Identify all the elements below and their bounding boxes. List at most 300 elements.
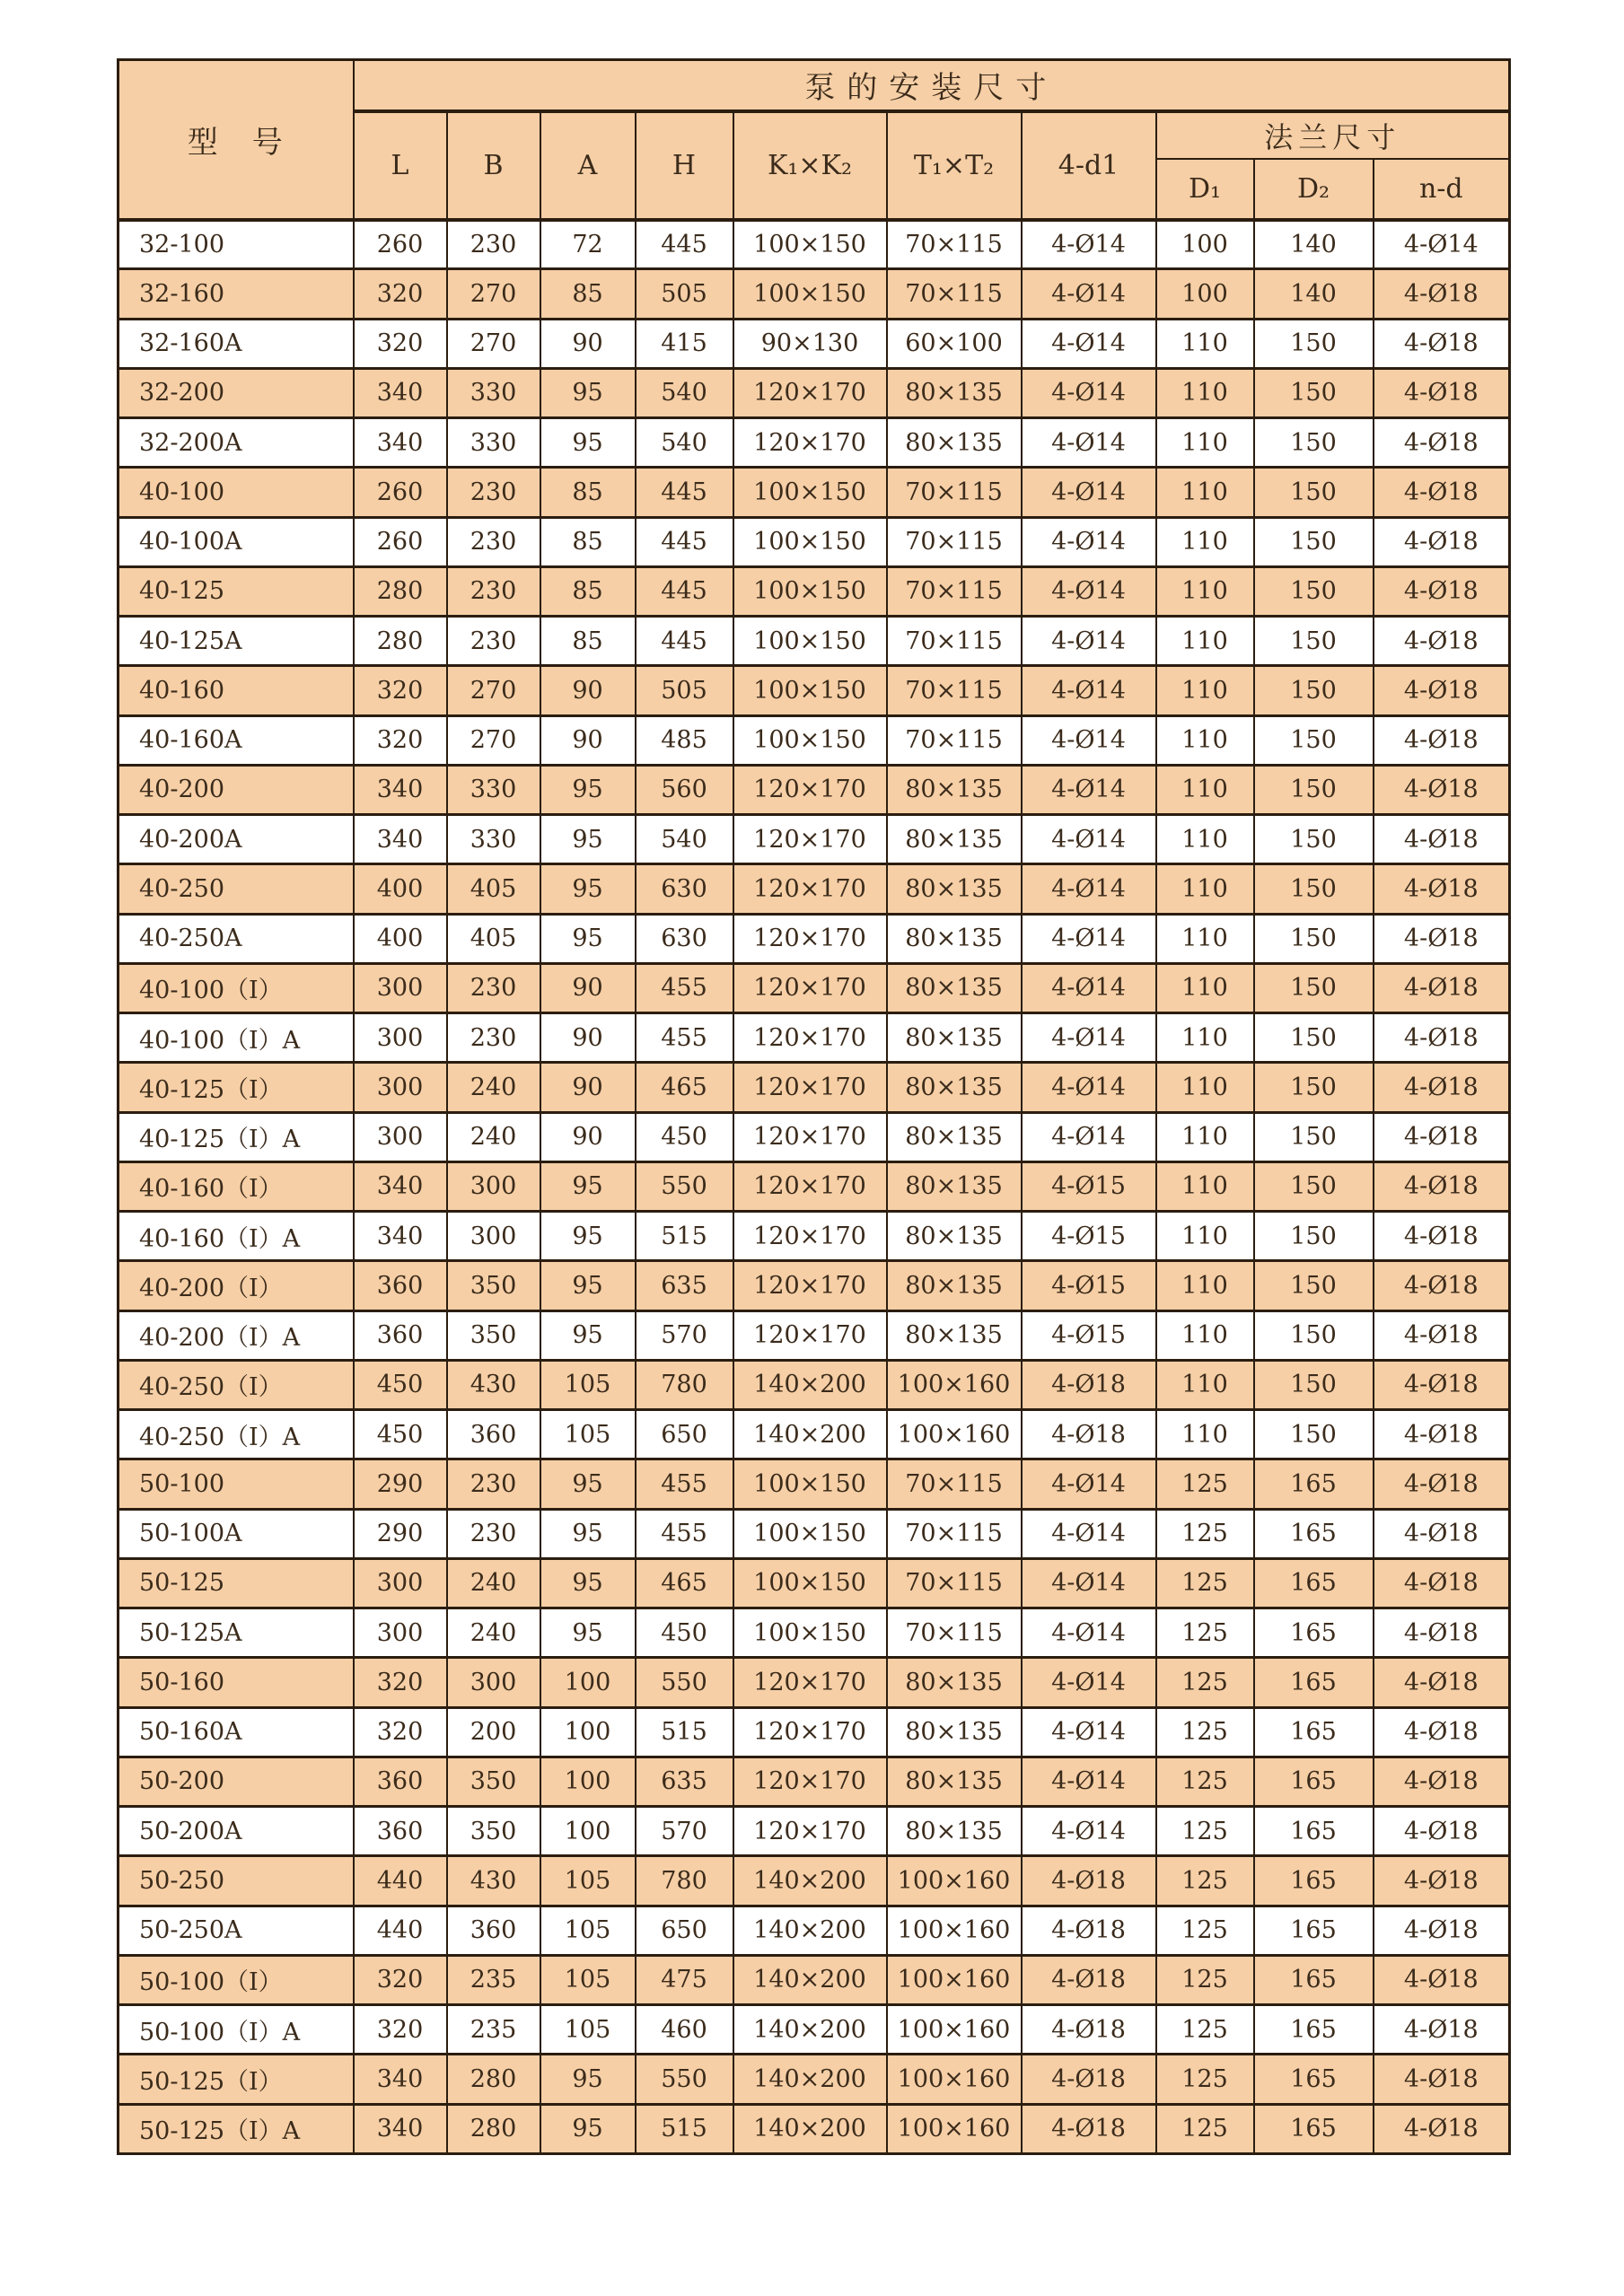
table-row — [119, 2104, 1510, 2153]
cell-value: 110 — [1156, 666, 1254, 715]
cell-value: 110 — [1156, 815, 1254, 864]
cell-value: 4-Ø18 — [1374, 2055, 1510, 2104]
cell-value: 280 — [447, 2055, 540, 2104]
cell-value: 330 — [447, 815, 540, 864]
cell-value: 350 — [447, 1310, 540, 1360]
header-n-d: n-d — [1374, 159, 1510, 220]
cell-value: 150 — [1254, 368, 1374, 417]
cell-value: 260 — [354, 468, 447, 517]
cell-model: 32-160A — [119, 319, 354, 368]
cell-value: 110 — [1156, 914, 1254, 963]
cell-value: 165 — [1254, 1707, 1374, 1757]
cell-value: 515 — [636, 1707, 733, 1757]
cell-value: 60×100 — [887, 319, 1022, 368]
cell-value: 320 — [354, 2005, 447, 2055]
cell-value: 165 — [1254, 1757, 1374, 1806]
cell-model: 50-125 — [119, 1558, 354, 1608]
cell-value: 100 — [1156, 220, 1254, 269]
cell-value: 570 — [636, 1310, 733, 1360]
header-T1xT2: T₁×T₂ — [887, 111, 1022, 220]
cell-value: 150 — [1254, 666, 1374, 715]
cell-model: 50-100（I） — [119, 1955, 354, 2004]
cell-value: 4-Ø18 — [1022, 2104, 1156, 2153]
cell-value: 270 — [447, 269, 540, 319]
cell-value: 95 — [540, 1161, 636, 1211]
cell-model: 40-250（I）A — [119, 1410, 354, 1459]
cell-value: 320 — [354, 269, 447, 319]
cell-value: 4-Ø18 — [1374, 1212, 1510, 1261]
cell-value: 4-Ø18 — [1374, 1558, 1510, 1608]
cell-value: 70×115 — [887, 517, 1022, 566]
table-row — [119, 1757, 1510, 1806]
cell-value: 150 — [1254, 1161, 1374, 1211]
cell-value: 100×150 — [733, 220, 887, 269]
pump-dimensions-table — [117, 58, 1511, 2155]
cell-model: 32-200A — [119, 418, 354, 468]
cell-value: 165 — [1254, 1658, 1374, 1707]
cell-value: 300 — [354, 1013, 447, 1063]
cell-value: 70×115 — [887, 220, 1022, 269]
cell-value: 405 — [447, 914, 540, 963]
cell-value: 70×115 — [887, 566, 1022, 616]
cell-value: 100 — [540, 1807, 636, 1856]
cell-model: 40-200（I）A — [119, 1310, 354, 1360]
cell-value: 140×200 — [733, 2055, 887, 2104]
cell-value: 100×150 — [733, 1558, 887, 1608]
cell-value: 100×150 — [733, 269, 887, 319]
cell-value: 100×150 — [733, 1608, 887, 1658]
cell-value: 780 — [636, 1856, 733, 1906]
cell-value: 80×135 — [887, 1658, 1022, 1707]
cell-value: 125 — [1156, 2055, 1254, 2104]
cell-value: 340 — [354, 418, 447, 468]
cell-value: 4-Ø18 — [1374, 1459, 1510, 1509]
cell-value: 780 — [636, 1360, 733, 1409]
cell-value: 560 — [636, 765, 733, 814]
cell-value: 110 — [1156, 864, 1254, 914]
cell-value: 72 — [540, 220, 636, 269]
cell-value: 140×200 — [733, 1955, 887, 2004]
cell-value: 280 — [447, 2104, 540, 2153]
cell-value: 120×170 — [733, 765, 887, 814]
cell-value: 4-Ø18 — [1022, 1856, 1156, 1906]
cell-value: 4-Ø15 — [1022, 1310, 1156, 1360]
table-row — [119, 1807, 1510, 1856]
cell-value: 4-Ø18 — [1374, 1112, 1510, 1161]
cell-value: 120×170 — [733, 1112, 887, 1161]
cell-model: 40-125（I） — [119, 1063, 354, 1112]
cell-value: 290 — [354, 1459, 447, 1509]
cell-value: 4-Ø14 — [1022, 864, 1156, 914]
cell-value: 460 — [636, 2005, 733, 2055]
cell-value: 150 — [1254, 1013, 1374, 1063]
cell-model: 40-160（I）A — [119, 1212, 354, 1261]
cell-value: 4-Ø14 — [1022, 715, 1156, 765]
cell-value: 450 — [354, 1360, 447, 1409]
cell-value: 100×160 — [887, 2104, 1022, 2153]
cell-value: 400 — [354, 864, 447, 914]
cell-value: 85 — [540, 269, 636, 319]
cell-value: 70×115 — [887, 269, 1022, 319]
cell-value: 150 — [1254, 1112, 1374, 1161]
table-row — [119, 1360, 1510, 1409]
cell-value: 270 — [447, 666, 540, 715]
cell-value: 4-Ø14 — [1022, 1807, 1156, 1856]
cell-value: 330 — [447, 418, 540, 468]
table-row — [119, 914, 1510, 963]
cell-value: 80×135 — [887, 1807, 1022, 1856]
table-row — [119, 1112, 1510, 1161]
cell-value: 320 — [354, 715, 447, 765]
cell-value: 4-Ø18 — [1374, 1658, 1510, 1707]
cell-value: 140×200 — [733, 1906, 887, 1955]
cell-value: 90 — [540, 1112, 636, 1161]
cell-value: 120×170 — [733, 1161, 887, 1211]
cell-value: 80×135 — [887, 864, 1022, 914]
cell-value: 230 — [447, 1013, 540, 1063]
cell-value: 95 — [540, 1558, 636, 1608]
cell-value: 320 — [354, 319, 447, 368]
cell-value: 445 — [636, 517, 733, 566]
cell-value: 100×150 — [733, 1459, 887, 1509]
cell-value: 95 — [540, 765, 636, 814]
table-row — [119, 963, 1510, 1012]
cell-value: 4-Ø14 — [1022, 418, 1156, 468]
cell-value: 140 — [1254, 220, 1374, 269]
table-body — [119, 220, 1510, 2154]
cell-value: 340 — [354, 1161, 447, 1211]
cell-value: 100×160 — [887, 1360, 1022, 1409]
cell-value: 4-Ø18 — [1374, 1955, 1510, 2004]
cell-value: 270 — [447, 715, 540, 765]
cell-value: 150 — [1254, 815, 1374, 864]
cell-value: 240 — [447, 1558, 540, 1608]
cell-model: 32-200 — [119, 368, 354, 417]
cell-value: 110 — [1156, 1310, 1254, 1360]
header-flange-dimensions: 法兰尺寸 — [1156, 111, 1510, 159]
cell-value: 4-Ø14 — [1022, 1063, 1156, 1112]
cell-value: 90×130 — [733, 319, 887, 368]
cell-value: 4-Ø14 — [1022, 1558, 1156, 1608]
cell-value: 4-Ø18 — [1374, 1906, 1510, 1955]
cell-value: 4-Ø18 — [1374, 1063, 1510, 1112]
cell-value: 4-Ø18 — [1374, 715, 1510, 765]
cell-value: 150 — [1254, 715, 1374, 765]
cell-value: 465 — [636, 1063, 733, 1112]
cell-value: 4-Ø18 — [1374, 914, 1510, 963]
cell-model: 40-250（I） — [119, 1360, 354, 1409]
cell-value: 100×150 — [733, 1509, 887, 1558]
cell-model: 50-250A — [119, 1906, 354, 1955]
cell-value: 4-Ø14 — [1022, 1459, 1156, 1509]
cell-value: 110 — [1156, 1013, 1254, 1063]
cell-value: 4-Ø14 — [1022, 269, 1156, 319]
cell-value: 150 — [1254, 963, 1374, 1012]
cell-model: 40-250A — [119, 914, 354, 963]
cell-value: 650 — [636, 1906, 733, 1955]
cell-value: 330 — [447, 368, 540, 417]
table-row — [119, 1658, 1510, 1707]
cell-value: 120×170 — [733, 963, 887, 1012]
cell-value: 80×135 — [887, 963, 1022, 1012]
cell-value: 100×160 — [887, 1410, 1022, 1459]
cell-value: 95 — [540, 1212, 636, 1261]
cell-value: 405 — [447, 864, 540, 914]
cell-value: 70×115 — [887, 715, 1022, 765]
cell-value: 110 — [1156, 1112, 1254, 1161]
cell-value: 105 — [540, 1906, 636, 1955]
cell-value: 165 — [1254, 1856, 1374, 1906]
cell-value: 280 — [354, 617, 447, 666]
cell-value: 300 — [354, 963, 447, 1012]
cell-model: 40-125A — [119, 617, 354, 666]
header-L: L — [354, 111, 447, 220]
cell-value: 95 — [540, 1310, 636, 1360]
cell-value: 120×170 — [733, 418, 887, 468]
cell-value: 150 — [1254, 1310, 1374, 1360]
cell-value: 95 — [540, 864, 636, 914]
table-row — [119, 1906, 1510, 1955]
cell-model: 50-100A — [119, 1509, 354, 1558]
cell-model: 50-200 — [119, 1757, 354, 1806]
cell-value: 95 — [540, 1459, 636, 1509]
cell-model: 40-160 — [119, 666, 354, 715]
cell-value: 4-Ø18 — [1374, 2104, 1510, 2153]
cell-value: 290 — [354, 1509, 447, 1558]
cell-value: 120×170 — [733, 815, 887, 864]
table-row — [119, 220, 1510, 269]
cell-value: 150 — [1254, 864, 1374, 914]
cell-value: 630 — [636, 864, 733, 914]
cell-value: 165 — [1254, 2104, 1374, 2153]
table-row — [119, 517, 1510, 566]
cell-value: 540 — [636, 368, 733, 417]
cell-value: 80×135 — [887, 1310, 1022, 1360]
cell-value: 4-Ø18 — [1374, 1608, 1510, 1658]
cell-value: 4-Ø18 — [1374, 1261, 1510, 1310]
cell-model: 50-160A — [119, 1707, 354, 1757]
cell-value: 120×170 — [733, 1261, 887, 1310]
cell-value: 100×150 — [733, 566, 887, 616]
cell-value: 150 — [1254, 1212, 1374, 1261]
table-row — [119, 418, 1510, 468]
cell-value: 165 — [1254, 1955, 1374, 2004]
cell-value: 120×170 — [733, 914, 887, 963]
table-row — [119, 715, 1510, 765]
cell-value: 4-Ø18 — [1022, 1955, 1156, 2004]
cell-model: 40-200A — [119, 815, 354, 864]
cell-model: 40-200 — [119, 765, 354, 814]
cell-value: 340 — [354, 2104, 447, 2153]
cell-value: 260 — [354, 220, 447, 269]
cell-value: 360 — [447, 1906, 540, 1955]
cell-value: 100×160 — [887, 1955, 1022, 2004]
cell-value: 4-Ø14 — [1374, 220, 1510, 269]
cell-value: 235 — [447, 1955, 540, 2004]
table-row — [119, 1063, 1510, 1112]
cell-value: 4-Ø14 — [1022, 468, 1156, 517]
cell-value: 550 — [636, 2055, 733, 2104]
cell-value: 505 — [636, 666, 733, 715]
cell-value: 445 — [636, 220, 733, 269]
cell-value: 4-Ø14 — [1022, 368, 1156, 417]
cell-value: 110 — [1156, 319, 1254, 368]
cell-value: 110 — [1156, 1261, 1254, 1310]
cell-value: 4-Ø15 — [1022, 1261, 1156, 1310]
table-row — [119, 1707, 1510, 1757]
table-row — [119, 566, 1510, 616]
cell-value: 150 — [1254, 617, 1374, 666]
cell-value: 95 — [540, 1608, 636, 1658]
cell-value: 4-Ø18 — [1022, 1410, 1156, 1459]
cell-value: 125 — [1156, 1509, 1254, 1558]
header-model: 型 号 — [119, 60, 354, 220]
cell-value: 150 — [1254, 914, 1374, 963]
cell-value: 340 — [354, 368, 447, 417]
cell-value: 120×170 — [733, 1658, 887, 1707]
cell-value: 4-Ø18 — [1374, 468, 1510, 517]
table-row — [119, 1161, 1510, 1211]
cell-value: 4-Ø14 — [1022, 1707, 1156, 1757]
cell-value: 240 — [447, 1063, 540, 1112]
cell-value: 300 — [354, 1608, 447, 1658]
cell-value: 4-Ø18 — [1374, 963, 1510, 1012]
cell-value: 150 — [1254, 319, 1374, 368]
cell-value: 95 — [540, 815, 636, 864]
cell-value: 230 — [447, 220, 540, 269]
cell-model: 50-125A — [119, 1608, 354, 1658]
cell-value: 110 — [1156, 715, 1254, 765]
cell-value: 140 — [1254, 269, 1374, 319]
cell-value: 4-Ø18 — [1374, 666, 1510, 715]
cell-model: 40-100A — [119, 517, 354, 566]
cell-value: 340 — [354, 765, 447, 814]
cell-value: 235 — [447, 2005, 540, 2055]
cell-value: 440 — [354, 1856, 447, 1906]
cell-value: 455 — [636, 1509, 733, 1558]
cell-value: 4-Ø18 — [1022, 2055, 1156, 2104]
cell-value: 120×170 — [733, 1212, 887, 1261]
cell-value: 165 — [1254, 2055, 1374, 2104]
cell-value: 4-Ø14 — [1022, 666, 1156, 715]
cell-value: 4-Ø18 — [1374, 368, 1510, 417]
cell-value: 100×150 — [733, 666, 887, 715]
cell-value: 300 — [354, 1558, 447, 1608]
table-row — [119, 765, 1510, 814]
cell-value: 4-Ø14 — [1022, 517, 1156, 566]
cell-value: 4-Ø14 — [1022, 815, 1156, 864]
cell-value: 70×115 — [887, 1608, 1022, 1658]
cell-value: 150 — [1254, 1261, 1374, 1310]
cell-model: 40-100（I） — [119, 963, 354, 1012]
cell-value: 4-Ø18 — [1374, 815, 1510, 864]
cell-value: 150 — [1254, 1360, 1374, 1409]
cell-value: 125 — [1156, 1856, 1254, 1906]
cell-value: 90 — [540, 963, 636, 1012]
cell-value: 80×135 — [887, 1707, 1022, 1757]
table-row — [119, 1509, 1510, 1558]
cell-value: 230 — [447, 517, 540, 566]
cell-value: 320 — [354, 1955, 447, 2004]
cell-value: 300 — [354, 1063, 447, 1112]
cell-value: 330 — [447, 765, 540, 814]
cell-value: 95 — [540, 418, 636, 468]
cell-value: 125 — [1156, 2104, 1254, 2153]
cell-value: 360 — [354, 1261, 447, 1310]
cell-value: 125 — [1156, 1658, 1254, 1707]
cell-value: 80×135 — [887, 1161, 1022, 1211]
cell-value: 100×150 — [733, 617, 887, 666]
cell-value: 70×115 — [887, 1459, 1022, 1509]
cell-value: 4-Ø18 — [1374, 1410, 1510, 1459]
cell-value: 4-Ø18 — [1374, 566, 1510, 616]
cell-model: 50-100 — [119, 1459, 354, 1509]
cell-value: 550 — [636, 1658, 733, 1707]
table-row — [119, 1212, 1510, 1261]
table-row — [119, 269, 1510, 319]
cell-value: 4-Ø18 — [1374, 1360, 1510, 1409]
table-row — [119, 2005, 1510, 2055]
cell-value: 475 — [636, 1955, 733, 2004]
cell-value: 360 — [354, 1807, 447, 1856]
cell-value: 110 — [1156, 1161, 1254, 1211]
cell-value: 300 — [447, 1161, 540, 1211]
cell-value: 95 — [540, 2104, 636, 2153]
cell-value: 70×115 — [887, 468, 1022, 517]
cell-value: 105 — [540, 1856, 636, 1906]
cell-value: 80×135 — [887, 765, 1022, 814]
cell-value: 85 — [540, 517, 636, 566]
header-4-d1: 4-d1 — [1022, 111, 1156, 220]
cell-model: 32-100 — [119, 220, 354, 269]
cell-value: 80×135 — [887, 1013, 1022, 1063]
cell-value: 400 — [354, 914, 447, 963]
cell-value: 95 — [540, 1509, 636, 1558]
table-row — [119, 1558, 1510, 1608]
cell-value: 320 — [354, 1658, 447, 1707]
cell-model: 50-125（I）A — [119, 2104, 354, 2153]
table-row — [119, 1856, 1510, 1906]
cell-value: 100×160 — [887, 2005, 1022, 2055]
cell-value: 200 — [447, 1707, 540, 1757]
cell-model: 50-250 — [119, 1856, 354, 1906]
cell-model: 40-100（I）A — [119, 1013, 354, 1063]
cell-value: 300 — [447, 1212, 540, 1261]
cell-value: 150 — [1254, 566, 1374, 616]
cell-value: 300 — [447, 1658, 540, 1707]
cell-model: 50-160 — [119, 1658, 354, 1707]
cell-value: 540 — [636, 815, 733, 864]
cell-value: 105 — [540, 1410, 636, 1459]
cell-value: 150 — [1254, 1063, 1374, 1112]
cell-value: 4-Ø18 — [1022, 1360, 1156, 1409]
cell-value: 505 — [636, 269, 733, 319]
cell-value: 100 — [540, 1658, 636, 1707]
table-row — [119, 319, 1510, 368]
cell-value: 165 — [1254, 2005, 1374, 2055]
cell-value: 4-Ø15 — [1022, 1212, 1156, 1261]
cell-value: 4-Ø18 — [1374, 1856, 1510, 1906]
cell-value: 100 — [540, 1707, 636, 1757]
cell-value: 120×170 — [733, 368, 887, 417]
cell-value: 90 — [540, 715, 636, 765]
cell-value: 4-Ø18 — [1374, 1013, 1510, 1063]
cell-value: 350 — [447, 1261, 540, 1310]
cell-value: 120×170 — [733, 1310, 887, 1360]
cell-value: 4-Ø18 — [1374, 269, 1510, 319]
cell-value: 70×115 — [887, 1509, 1022, 1558]
cell-model: 40-125 — [119, 566, 354, 616]
